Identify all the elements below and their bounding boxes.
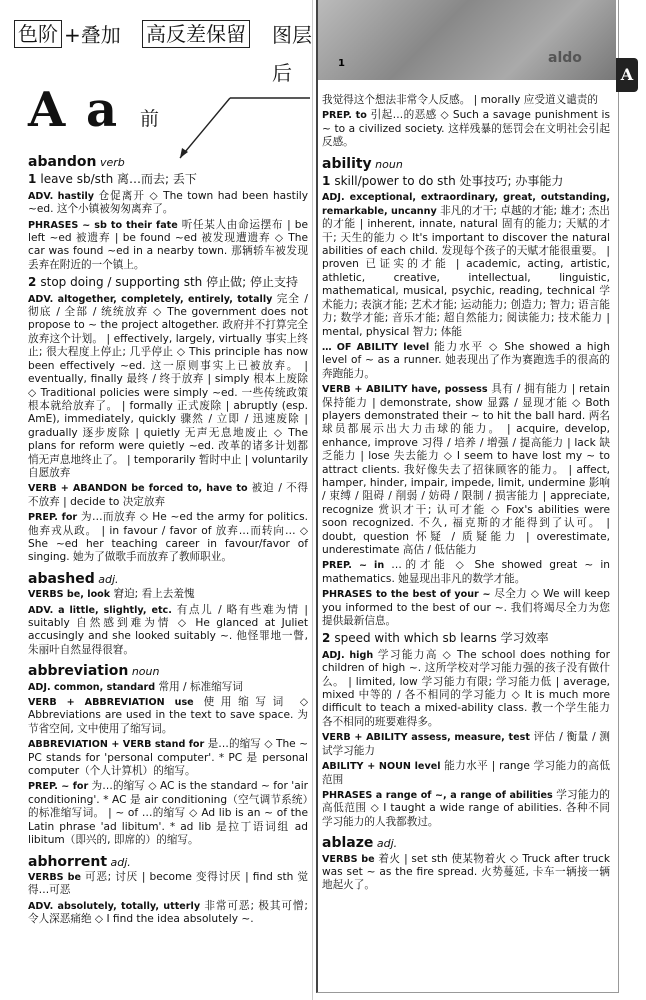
collocation-text: 有点儿 / 略有些难为情 | suitably 自然感到难为情 ◇ He glanced at Juliet accusingly and she looked suitably ~. 他怪罪地一瞥, 朱丽叶自然显得很窘。 [28,603,308,656]
collocation-block [322,383,610,557]
collocation-block [28,482,308,509]
collocation-text: 能力水平 ◇ She showed a high level of ~ as a runner. 她表现出了作为赛跑选手的很高的奔跑能力。 [322,340,610,380]
collocation-label: ABBREVIATION + VERB stand for [28,739,208,751]
collocation-block [28,588,308,601]
collocation-text: 使用缩写词 ◇ Abbreviations are used in the text to save space. 为节省空间, 文中使用了缩写词。 [28,696,308,735]
collocation-label: VERBS be, look [28,589,114,601]
annotation-overlay: +叠加 [64,23,121,47]
collocation-label: PREP. for [28,512,81,524]
part-of-speech: noun [371,157,403,171]
collocation-label: VERB + ABBREVIATION use [28,697,204,709]
annotation-before: 前 [140,108,160,130]
collocation-label: VERBS be [28,871,86,883]
collocation-text: 为…而放弃 ◇ He ~ed the army for politics. 他弃戎从政。 | in favour / favor of 放弃…而转向… ◇ She ~ed her teaching career in favour/favor of singing. 她为了做歌手而放弃了教师职业。 [28,511,308,564]
collocation-label: VERBS be [322,853,379,865]
collocation-block [28,681,308,694]
collocation-text: 具有 / 拥有能力 | retain 保持能力 | demonstrate, show 显露 / 显现才能 ◇ Both players demonstrated their ~ to hit the ball hard. 两名球员都展示出大力击球的能力。 | acquire, develop, enhance, improve 习得 / 培养 / 增强 / 提高能力 | lack 缺乏能力 | lose 失去能力 ◇ I seem to have lost my ~ to attract clients. 我好像失去了招徕顾客的能力。 | affect, hamper, hinder, impair, impede, limit, undermine 影响 / 束缚 / 阻碍 / 削弱 / 妨碍 / 限制 / 损害能力 | appreciate, recognize 赏识才干; 认可才能 ◇ Fox's abilities were soon recognized. 不久, 福克斯的才能得到了认可。 | doubt, question 怀疑 / 质疑能力 | overestimate, underestimate 高估 / 低估能力 [322,383,610,556]
headword: abhorrent [28,853,108,870]
collocation-label: PREP. to [322,110,371,122]
collocation-label: PHRASES ~ sb to their fate [28,219,182,231]
collocation-block [322,853,610,893]
annotation-area [14,20,324,90]
collocation-block [28,738,308,778]
collocation-block [28,780,308,847]
part-of-speech: adj. [107,855,131,869]
annotation-box-levels: 色阶 [14,20,62,48]
headword: ablaze [322,835,374,852]
collocation-block [322,649,610,729]
collocation-label: PHRASES to the best of your ~ [322,589,495,601]
sense-text: skill/power to do sth 处事技巧; 办事能力 [334,174,564,189]
collocation-text: 可恶; 讨厌 | become 变得讨厌 | find sth 觉得…可恶 [28,870,308,897]
collocation-label: VERB + ABILITY have, possess [322,384,492,396]
collocation-text: 学习能力高 ◇ The school does nothing for children of high ~. 这所学校对学习能力强的孩子没有做什么。 | limited, low 学习能力有限; 学习能力低 | average, mixed 中等的 / 各不相同的学习能力 ◇ It is much more difficult to teach a mixed-ability class. 教一个学生能力各不相同的班要难得多。 [322,648,610,728]
collocation-text: 尽全力 ◇ We will keep you informed to the best of our ~. 我们将竭尽全力为您提供最新信息。 [322,588,611,628]
collocation-text: 非凡的才干; 卓越的才能; 雄才; 杰出的才能 | inherent, innate, natural 固有的能力; 天赋的才干; 天生的能力 ◇ It's important to discover the natural abilities of each child. 发现每个孩子的天赋才能很重要。 | proven 已证实的才能 | academic, acting, artistic, athletic, creative, intellectual, linguistic, mathematical, musical, psychic, reading, technical 学术能力; 表演才能; 艺术才能; 运动能力; 创造力; 智力; 语言能力; 数学才能; 音乐才能; 超自然能力; 阅读能力; 技术能力 | mental, physical 智力; 体能 [322,204,611,338]
sense-number: 2 [28,275,37,290]
collocation-text: 窘迫; 看上去羞愧 [113,588,195,601]
sense-text: leave sb/sth 离…而去; 丢下 [40,172,197,187]
collocation-block [322,559,610,586]
headword: abbreviation [28,663,129,680]
sense-number: 2 [322,631,331,646]
sense-heading [322,632,610,645]
page-number: 1 [338,58,345,69]
collocation-label: ADJ. exceptional, extraordinary, great, outstanding, remarkable, uncanny [322,192,610,217]
collocation-text: 能力水平 | range 学习能力的高低范围 [322,760,610,786]
collocation-text: 为…的缩写 ◇ AC is the standard ~ for 'air conditioning'. * AC 是 air conditioning（空气调节系统）的标准缩写词。 | ~ of …的缩写 ◇ Ad lib is an ~ of the Latin phrase 'ad libitum'. * ad lib 是拉丁语词组 ad libitum（即兴的, 即席的）的缩写。 [28,780,308,847]
collocation-block [28,900,308,927]
thumb-tab: A [616,58,638,92]
part-of-speech: adj. [373,837,398,851]
collocation-block [322,731,610,758]
sense-heading [28,276,308,289]
collocation-block [28,871,308,898]
collocation-block [28,293,308,481]
headword-entry [28,665,308,678]
headword-entry [322,155,610,172]
collocation-text: 着火 | set sth 使某物着火 ◇ Truck after truck was set ~ as the fire spread. 火势蔓延, 卡车一辆接一辆地起火了。 [322,852,610,892]
collocation-text: 被迫 / 不得不放弃 | decide to 决定放弃 [28,482,308,508]
collocation-block [28,604,308,658]
collocation-text: 引起…的恶感 ◇ Such a savage punishment is ~ to a civilized society. 这样残暴的惩罚会在文明社会引起反感。 [322,109,610,149]
collocation-block [28,511,308,565]
collocation-block [322,588,610,628]
collocation-block [322,109,610,149]
left-column [28,148,308,929]
collocation-label: VERB + ABANDON be forced to, have to [28,483,252,495]
collocation-block [322,94,610,107]
collocation-text: 学习能力的高低范围 ◇ I taught a wide range of abilities. 各种不同学习能力的人我都教过。 [322,788,610,828]
collocation-text: 听任某人由命运摆布 | be left ~ed 被遗弃 | be found ~ed 被发现遭遗弃 ◇ The car was found ~ed in a nearby town. 那辆轿车被发现丢弃在附近的一个镇上。 [28,218,308,271]
annotation-box-highpass: 高反差保留 [142,20,250,48]
collocation-label: ADV. absolutely, totally, utterly [28,900,205,912]
sense-number: 1 [322,174,331,189]
collocation-text: 我觉得这个想法非常令人反感。 | morally 应受道义谴责的 [322,94,598,106]
headword-entry [28,156,308,169]
headword: abandon [28,154,97,170]
collocation-text: 仓促离开 ◇ The town had been hastily ~ed. 这个小镇被匆匆离弃了。 [28,189,308,216]
sense-text: speed with which sb learns 学习效率 [334,631,549,646]
collocation-block [322,191,610,338]
collocation-label: ADJ. common, standard [28,681,159,693]
collocation-label: ADJ. high [322,649,378,661]
annotation-after: 后 [272,61,292,85]
collocation-label: PREP. ~ in [322,560,392,572]
collocation-block [322,789,610,829]
annotation-layer: 图层 [272,23,312,47]
collocation-label: … OF ABILITY level [322,341,435,353]
collocation-text: 是…的缩写 ◇ The ~ PC stands for 'personal computer'. * PC 是 personal computer（个人计算机）的缩写。 [28,738,308,778]
collocation-label: ADV. a little, slightly, etc. [28,604,177,616]
collocation-block [28,696,308,736]
headword-entry [28,853,308,870]
collocation-text: 常用 / 标准缩写词 [158,680,243,693]
collocation-label: VERB + ABILITY assess, measure, test [322,732,534,744]
collocation-label: PREP. ~ for [28,781,92,793]
sense-heading [28,173,308,186]
collocation-label: PHRASES a range of ~, a range of abilities [322,789,557,801]
collocation-block [322,341,610,381]
watermark: aldo [548,50,582,66]
collocation-block [28,219,308,273]
headword: abashed [28,570,95,587]
right-column [322,92,610,895]
collocation-block [322,760,610,787]
collocation-label: ABILITY + NOUN level [322,761,445,773]
collocation-text: 完全 / 彻底 / 全部 / 统统放弃 ◇ The government does not propose to ~ the project altogether. 政府并不打算完全放弃这个计划。 | effectively, largely, virtually 事实上终止; 很大程度上停止; 几乎停止 ◇ This principle has now been effectively ~ed. 这一原则事实上已被放弃。 | eventually, finally 最终 / 终于放弃 | simply 根本上废除 ◇ Traditional policies were simply ~ed. 一些传统政策根本就给放弃了。 | formally 正式废除 | abruptly (esp. AmE), immediately, quickly 骤然 / 立即 / 迅速废除 | gradually 逐步废除 | quietly 无声无息地废止 ◇ The plans for reform were quietly ~ed. 改革的诸多计划都悄无声息地终止了。 | temporarily 暂时中止 | voluntarily 自愿放弃 [28,292,308,479]
collocation-text: 评估 / 衡量 / 测试学习能力 [322,731,610,757]
collocation-label: ADV. altogether, completely, entirely, totally [28,293,277,305]
collocation-block [28,190,308,217]
headword-entry [28,570,308,587]
sense-number: 1 [28,172,37,187]
headword-entry [322,837,610,850]
headword: ability [322,155,372,172]
sense-heading [322,175,610,188]
collocation-label: ADV. hastily [28,190,99,202]
collocation-text: 非常可恶; 极其可憎; 令人深恶痛绝 ◇ I find the idea absolutely ~. [28,899,308,926]
part-of-speech: noun [128,665,160,679]
section-letters: A a [28,82,120,138]
header-photo [318,0,616,80]
sense-text: stop doing / supporting sth 停止做; 停止支持 [40,275,298,290]
part-of-speech: adj. [94,572,119,586]
part-of-speech: verb [96,156,125,169]
collocation-text: …的才能 ◇ She showed great ~ in mathematics. 她显现出非凡的数学才能。 [322,559,610,585]
